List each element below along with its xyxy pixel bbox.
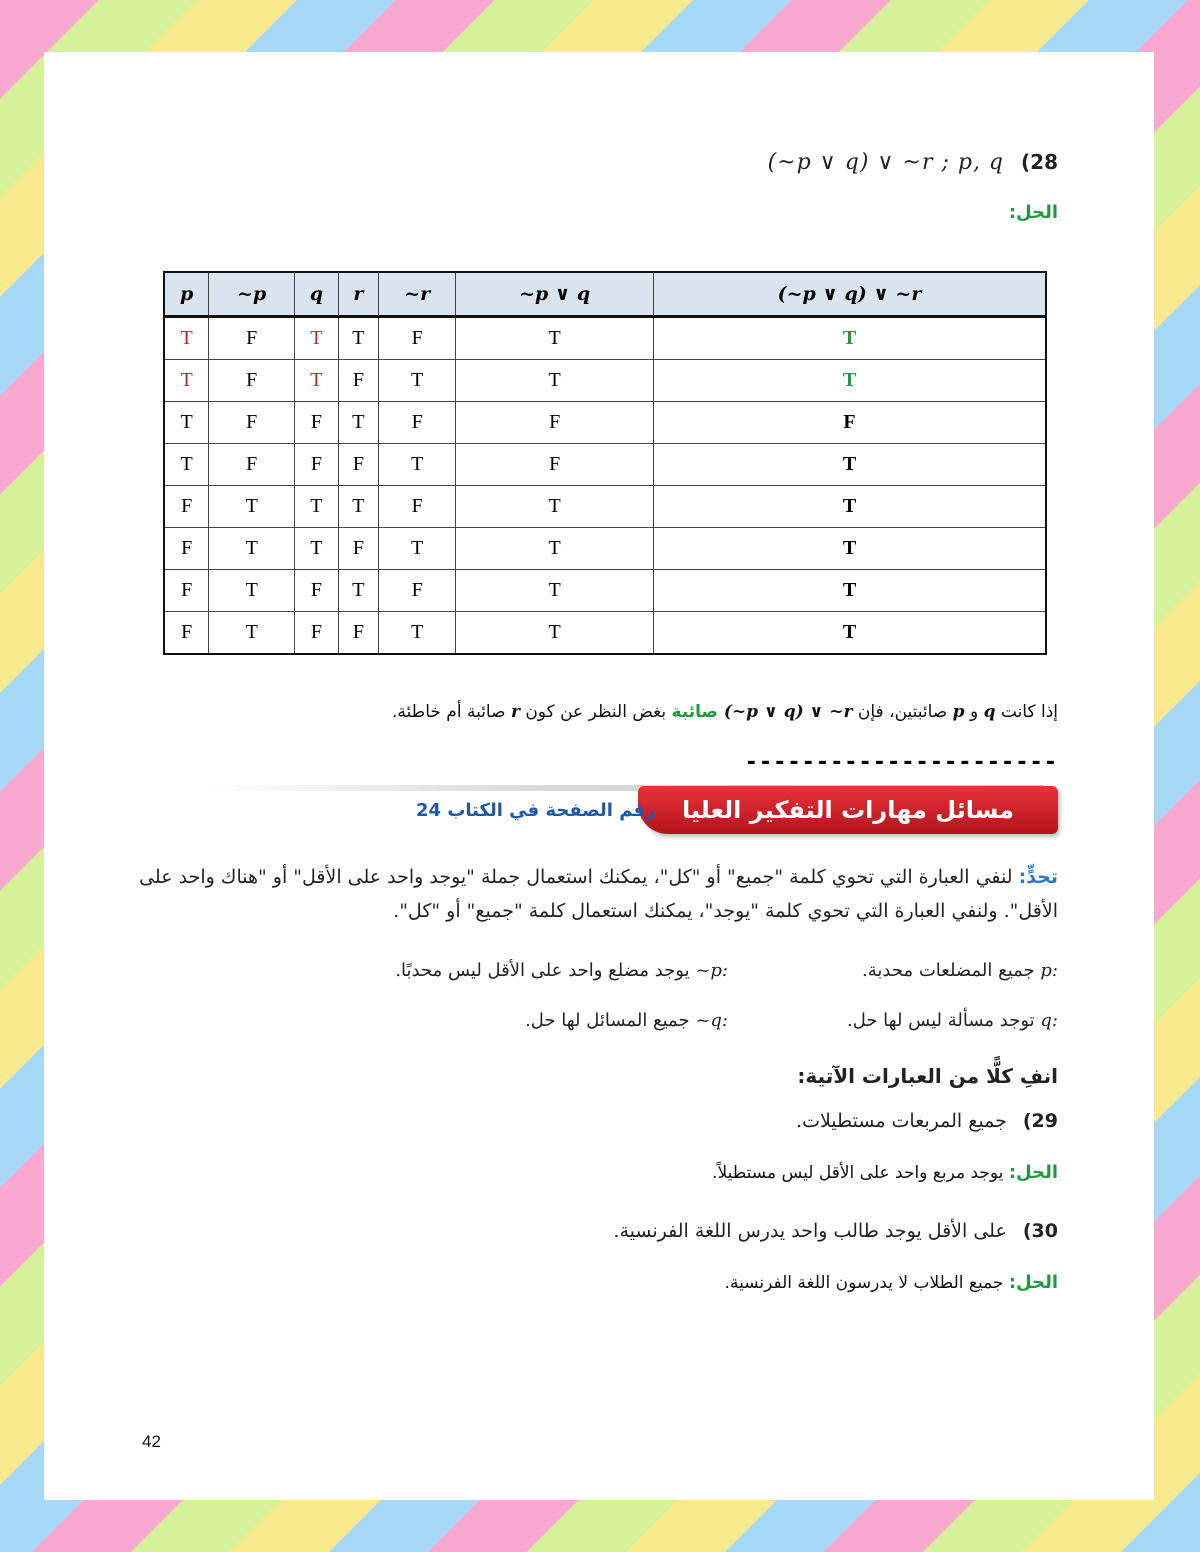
- table-cell: T: [653, 486, 1046, 528]
- header-p: p: [164, 272, 209, 317]
- table-row: [164, 570, 1046, 612]
- table-cell: T: [653, 570, 1046, 612]
- truth-table-header: [164, 272, 1046, 317]
- problem-28-solution-label: الحل:: [1008, 202, 1058, 223]
- table-cell: T: [164, 402, 209, 444]
- table-cell: F: [379, 317, 456, 360]
- table-cell: F: [295, 402, 338, 444]
- table-cell: T: [295, 528, 338, 570]
- table-cell: F: [338, 360, 379, 402]
- table-row: [164, 317, 1046, 360]
- book-page-reference: رقم الصفحة في الكتاب 24: [416, 800, 656, 821]
- header-not-r: ~r: [379, 272, 456, 317]
- table-cell: F: [338, 612, 379, 655]
- table-cell: T: [209, 486, 295, 528]
- statement-q-label: q:: [1040, 1010, 1058, 1031]
- table-cell: T: [653, 317, 1046, 360]
- table-cell: F: [338, 444, 379, 486]
- table-cell: F: [295, 570, 338, 612]
- header-not-p-or-q: ~p ∨ q: [456, 272, 654, 317]
- table-cell: T: [653, 612, 1046, 655]
- statement-p: [862, 960, 1058, 981]
- table-cell: T: [338, 402, 379, 444]
- table-cell: F: [209, 402, 295, 444]
- conclusion-part3: بغض النظر عن كون: [519, 702, 672, 722]
- table-cell: T: [456, 360, 654, 402]
- challenge-text: لنفي العبارة التي تحوي كلمة "جميع" أو "كل"، يمكنك استعمال جملة "يوجد واحد على الأقل" أو "هناك واحد على الأقل". ولنفي العبارة التي تحوي كلمة "يوجد"، يمكنك استعمال كلمة "جميع" أو "كل".: [139, 866, 1058, 922]
- table-cell: T: [209, 570, 295, 612]
- section-banner: [638, 786, 1058, 834]
- conclusion-part1: إذا كانت: [995, 702, 1058, 722]
- table-cell: T: [456, 317, 654, 360]
- table-row: [164, 360, 1046, 402]
- header-q: q: [295, 272, 338, 317]
- table-cell: F: [295, 612, 338, 655]
- table-cell: T: [295, 360, 338, 402]
- table-cell: F: [209, 360, 295, 402]
- conclusion-true-word: صائبة: [671, 702, 724, 722]
- table-cell: F: [164, 528, 209, 570]
- table-cell: T: [338, 486, 379, 528]
- table-cell: F: [209, 317, 295, 360]
- table-cell: F: [164, 570, 209, 612]
- table-cell: T: [295, 486, 338, 528]
- question-30: [613, 1220, 1058, 1242]
- conclusion-expression: (~p ∨ q) ∨ ~r: [723, 702, 853, 722]
- table-cell: T: [653, 528, 1046, 570]
- section-title: مسائل مهارات التفكير العليا: [681, 796, 1015, 824]
- table-cell: F: [164, 486, 209, 528]
- table-cell: T: [164, 317, 209, 360]
- table-row: [164, 402, 1046, 444]
- table-cell: T: [379, 444, 456, 486]
- answer-29-label: الحل:: [1008, 1162, 1058, 1183]
- problem-28-number: (28: [1021, 150, 1058, 174]
- table-cell: F: [338, 528, 379, 570]
- table-cell: T: [456, 528, 654, 570]
- statement-q: [847, 1010, 1058, 1031]
- question-30-text: على الأقل يوجد طالب واحد يدرس اللغة الفرنسية.: [613, 1220, 1007, 1242]
- header-not-p: ~p: [209, 272, 295, 317]
- header-r: r: [338, 272, 379, 317]
- statement-not-p-text: يوجد مضلع واحد على الأقل ليس محدبًا.: [395, 960, 690, 981]
- conclusion-q: q: [983, 702, 996, 722]
- statement-not-q: [525, 1010, 728, 1031]
- question-29-text: جميع المربعات مستطيلات.: [796, 1110, 1007, 1132]
- table-row: [164, 528, 1046, 570]
- table-cell: F: [379, 402, 456, 444]
- question-30-number: 30): [1022, 1220, 1058, 1242]
- table-cell: T: [295, 317, 338, 360]
- table-cell: T: [456, 486, 654, 528]
- answer-30-label: الحل:: [1008, 1272, 1058, 1293]
- table-cell: F: [653, 402, 1046, 444]
- answer-29: [712, 1162, 1058, 1183]
- table-cell: T: [379, 360, 456, 402]
- answer-29-text: يوجد مربع واحد على الأقل ليس مستطيلاً.: [712, 1163, 1009, 1183]
- problem-28: [768, 150, 1058, 175]
- answer-30: [725, 1272, 1058, 1293]
- page: [44, 52, 1154, 1500]
- table-row: [164, 444, 1046, 486]
- problem-28-expression: (~p ∨ q) ∨ ~r ; p, q: [767, 150, 1005, 175]
- conclusion-r: r: [510, 702, 520, 722]
- table-cell: F: [209, 444, 295, 486]
- table-cell: T: [338, 570, 379, 612]
- question-29: [796, 1110, 1058, 1132]
- conclusion-p: p: [952, 702, 965, 722]
- table-cell: T: [338, 317, 379, 360]
- statement-not-p-label: ~p:: [695, 960, 728, 981]
- table-cell: T: [164, 444, 209, 486]
- negate-heading: انفِ كلًّا من العبارات الآتية:: [797, 1064, 1058, 1088]
- table-row: [164, 486, 1046, 528]
- challenge-tag: تحدٍّ:: [1018, 866, 1058, 888]
- table-cell: T: [209, 528, 295, 570]
- conclusion-text: [98, 702, 1058, 722]
- table-cell: F: [295, 444, 338, 486]
- table-cell: T: [379, 612, 456, 655]
- table-cell: T: [164, 360, 209, 402]
- question-29-number: 29): [1022, 1110, 1058, 1132]
- table-cell: T: [379, 528, 456, 570]
- page-number: 42: [142, 1432, 161, 1451]
- statement-not-q-label: ~q:: [695, 1010, 728, 1031]
- table-cell: F: [379, 486, 456, 528]
- statement-p-label: p:: [1040, 960, 1058, 981]
- table-cell: T: [456, 612, 654, 655]
- table-cell: T: [209, 612, 295, 655]
- table-cell: T: [653, 444, 1046, 486]
- truth-table: [163, 271, 1047, 655]
- statement-not-q-text: جميع المسائل لها حل.: [525, 1010, 690, 1031]
- divider: ----------------------: [744, 750, 1058, 775]
- header-result: (~p ∨ q) ∨ ~r: [653, 272, 1046, 317]
- table-cell: F: [456, 444, 654, 486]
- statement-q-text: توجد مسألة ليس لها حل.: [846, 1010, 1035, 1031]
- table-cell: F: [379, 570, 456, 612]
- table-cell: T: [456, 570, 654, 612]
- statement-p-text: جميع المضلعات محدبة.: [862, 960, 1035, 981]
- statement-not-p: [395, 960, 728, 981]
- challenge-paragraph: [128, 860, 1058, 928]
- table-cell: F: [164, 612, 209, 655]
- conclusion-part2: صائبتين، فإن: [852, 702, 953, 722]
- conclusion-part4: صائبة أم خاطئة.: [392, 702, 511, 722]
- table-cell: F: [456, 402, 654, 444]
- table-cell: T: [653, 360, 1046, 402]
- answer-30-text: جميع الطلاب لا يدرسون اللغة الفرنسية.: [724, 1273, 1009, 1293]
- table-row: [164, 612, 1046, 655]
- conclusion-and: و: [964, 702, 984, 722]
